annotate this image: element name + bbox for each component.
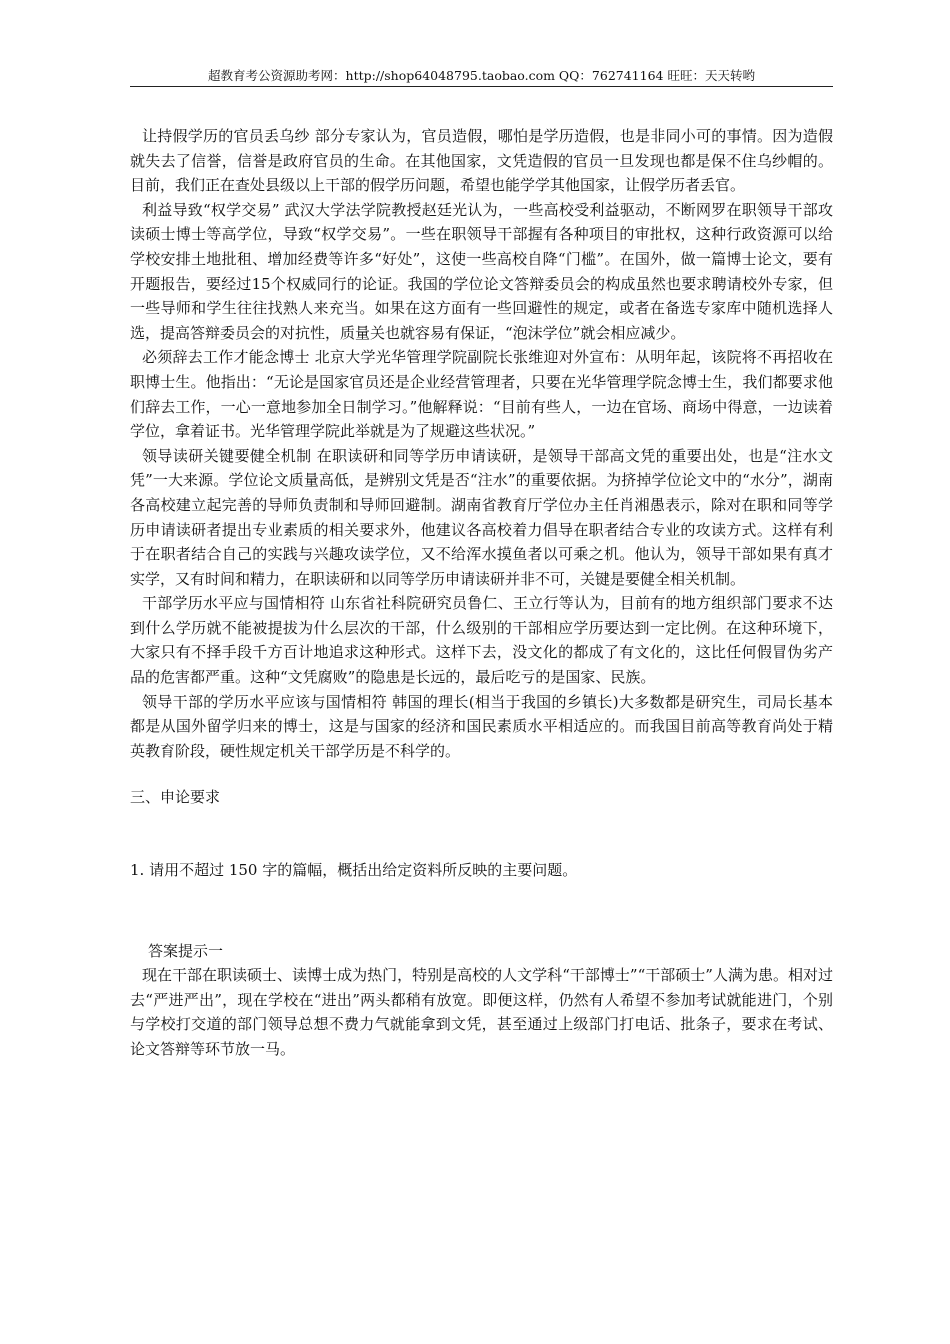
spacer [130, 763, 833, 785]
paragraph-quit-job-for-phd: 必须辞去工作才能念博士 北京大学光华管理学院副院长张维迎对外宣布：从明年起，该院将不再招收在职博士生。他指出：“无论是国家官员还是企业经营管理者，只要在光华管理学院念博士生，我们都要求他们辞去工作，一心一意地参加全日制学习。”他解释说：“目前有些人，一边在官场、商场中得意，一边读着学位，拿着证书。光华管理学院此举就是为了规避这些状况。” [130, 348, 833, 441]
document-body [130, 124, 833, 1062]
answer-label: 答案提示一 [148, 941, 224, 960]
spacer [130, 810, 833, 858]
question-1: 1. 请用不超过 150 字的篇幅，概括出给定资料所反映的主要问题。 [130, 861, 578, 880]
paragraph-national-conditions: 干部学历水平应与国情相符 山东省社科院研究员鲁仁、王立行等认为，目前有的地方组织部门要求不达到什么学历就不能被提拔为什么层次的干部，什么级别的干部相应学历要达到一定比例。在这种环境下，大家只有不择手段千方百计地追求这种形式。这样下去，没文化的都成了有文化的，这比任何假冒伪劣产品的危害都严重。这种“文凭腐败”的隐患是长远的，最后吃亏的是国家、民族。 [130, 594, 833, 687]
page-header: 超教育考公资源助考网：http://shop64048795.taobao.com QQ：762741164 旺旺：天天转哟 [208, 68, 755, 83]
spacer [130, 883, 833, 939]
paragraph-korea-comparison: 领导干部的学历水平应该与国情相符 韩国的理长(相当于我国的乡镇长)大多数都是研究生，司局长基本都是从国外留学归来的博士，这是与国家的经济和国民素质水平相适应的。而我国目前高等教育尚处于精英教育阶段，硬性规定机关干部学历是不科学的。 [130, 692, 833, 760]
paragraph-sound-mechanism: 领导读研关键要健全机制 在职读研和同等学历申请读研，是领导干部高文凭的重要出处，也是“注水文凭”一大来源。学位论文质量高低，是辨别文凭是否“注水”的重要依据。为挤掉学位论文中的“水分”，湖南各高校建立起完善的导师负责制和导师回避制。湖南省教育厅学位办主任肖湘愚表示，除对在职和同等学历申请读研者提出专业素质的相关要求外，他建议各高校着力倡导在职者结合专业的攻读方式。这样有利于在职者结合自己的实践与兴趣攻读学位，又不给浑水摸鱼者以可乘之机。他认为，领导干部如果有真才实学，又有时间和精力，在职读研和以同等学历申请读研并非不可，关键是要健全相关机制。 [130, 446, 833, 588]
section-heading: 三、申论要求 [130, 788, 221, 807]
header-divider [130, 86, 833, 87]
paragraph-fake-degree-officials: 让持假学历的官员丢乌纱 部分专家认为，官员造假，哪怕是学历造假，也是非同小可的事情。因为造假就失去了信誉，信誉是政府官员的生命。在其他国家，文凭造假的官员一旦发现也都是保不住乌纱帽的。目前，我们正在查处县级以上干部的假学历问题，希望也能学学其他国家，让假学历者丢官。 [130, 127, 833, 195]
answer-text: 现在干部在职读硕士、读博士成为热门，特别是高校的人文学科“干部博士”“干部硕士”人满为患。相对过去“严进严出”，现在学校在“进出”两头都稍有放宽。即便这样，仍然有人希望不参加考试就能进门，个别与学校打交道的部门领导总想不费力气就能拿到文凭，甚至通过上级部门打电话、批条子，要求在考试、论文答辩等环节放一马。 [130, 966, 833, 1058]
paragraph-power-degree-trade: 利益导致“权学交易” 武汉大学法学院教授赵廷光认为，一些高校受利益驱动，不断网罗在职领导干部攻读硕士博士等高学位，导致“权学交易”。一些在职领导干部握有各种项目的审批权，这种行政资源可以给学校安排土地批租、增加经费等许多“好处”，这使一些高校自降“门槛”。在国外，做一篇博士论文，要有开题报告，要经过15个权威同行的论证。我国的学位论文答辩委员会的构成虽然也要求聘请校外专家，但一些导师和学生往往找熟人来充当。如果在这方面有一些回避性的规定，或者在备选专家库中随机选择人选，提高答辩委员会的对抗性，质量关也就容易有保证，“泡沫学位”就会相应减少。 [130, 200, 833, 342]
